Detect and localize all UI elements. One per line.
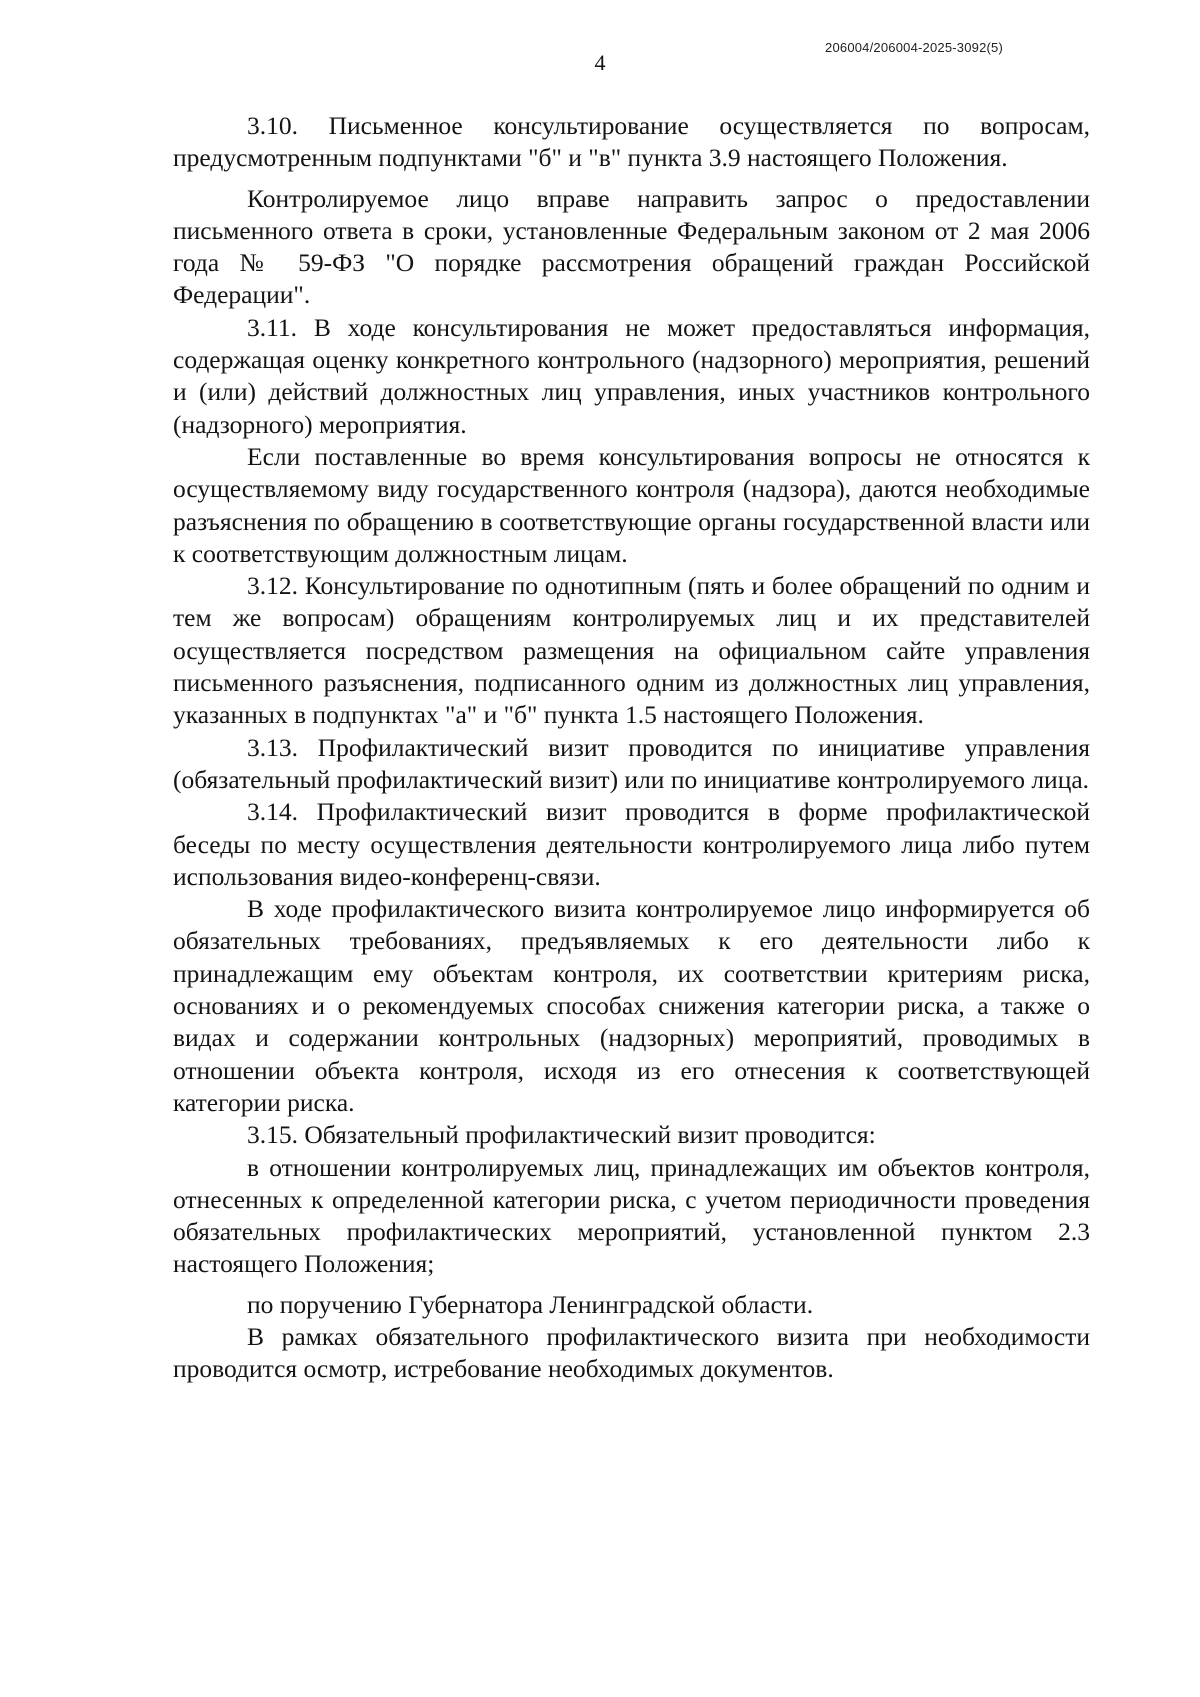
document-registration-number: 206004/206004-2025-3092(5) <box>825 40 1003 55</box>
paragraph-3-12: 3.12. Консультирование по однотипным (пять и более обращений по одним и тем же вопросам) обращениям контролируемых лиц и их представителей осуществляется посредством размещения на официальном сайте управления письменного разъяснения, подписанного одним из должностных лиц управления, указанных в подпунктах "а" и "б" пункта 1.5 настоящего Положения. <box>173 571 1090 730</box>
page-number: 4 <box>594 50 606 75</box>
paragraph-3-11: 3.11. В ходе консультирования не может предоставляться информация, содержащая оценку конкретного контрольного (надзорного) мероприятия, решений и (или) действий должностных лиц управления, иных участников контрольного (надзорного) мероприятия. <box>173 312 1090 439</box>
paragraph-visit-information: В ходе профилактического визита контролируемое лицо информируется об обязательных требованиях, предъявляемых к его деятельности либо к принадлежащим ему объектам контроля, их соответствии критериям риска, основаниях и о рекомендуемых способах снижения категории риска, а также о видах и содержании контрольных (надзорных) мероприятий, проводимых в отношении объекта контроля, исходя из его отнесения к соответствующей категории риска. <box>173 894 1090 1117</box>
paragraph-3-14: 3.14. Профилактический визит проводится в форме профилактической беседы по месту осуществления деятельности контролируемого лица либо путем использования видео-конференц-связи. <box>173 797 1090 891</box>
paragraph-3-13: 3.13. Профилактический визит проводится по инициативе управления (обязательный профилактический визит) или по инициативе контролируемого лица. <box>173 732 1090 794</box>
paragraph-unrelated-questions: Если поставленные во время консультирования вопросы не относятся к осуществляемому виду государственного контроля (надзора), даются необходимые разъяснения по обращению в соответствующие органы государственной власти или к соответствующим должностным лицам. <box>173 441 1090 568</box>
paragraph-visit-condition-risk: в отношении контролируемых лиц, принадлежащих им объектов контроля, отнесенных к определенной категории риска, с учетом периодичности проведения обязательных профилактических мероприятий, установленной пунктом 2.3 настоящего Положения; <box>173 1152 1090 1279</box>
document-body <box>173 110 1090 1386</box>
paragraph-3-15: 3.15. Обязательный профилактический визит проводится: <box>247 1120 876 1150</box>
paragraph-3-10: 3.10. Письменное консультирование осуществляется по вопросам, предусмотренным подпунктами "б" и "в" пункта 3.9 настоящего Положения. <box>173 111 1090 173</box>
paragraph-visit-inspection: В рамках обязательного профилактического визита при необходимости проводится осмотр, истребование необходимых документов. <box>173 1321 1090 1384</box>
paragraph-written-response-request: Контролируемое лицо вправе направить запрос о предоставлении письменного ответа в сроки, установленные Федеральным законом от 2 мая 2006 года № 59-ФЗ "О порядке рассмотрения обращений граждан Российской Федерации". <box>173 183 1090 310</box>
paragraph-visit-condition-governor: по поручению Губернатора Ленинградской области. <box>247 1289 814 1319</box>
